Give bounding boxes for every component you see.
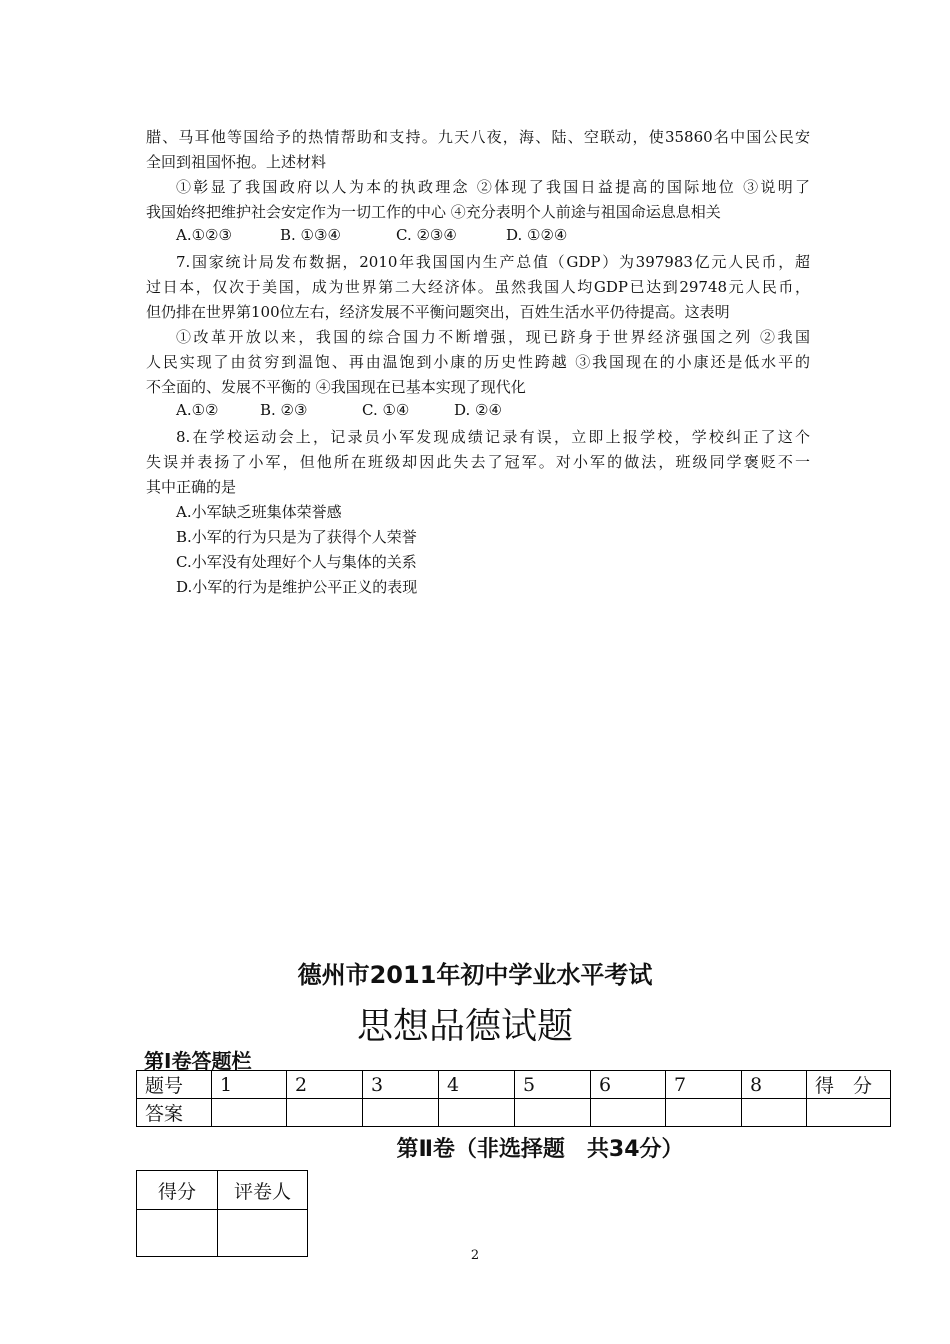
text-line: 过日本，仅次于美国，成为世界第二大经济体。虽然我国人均GDP已达到29748元人民币，: [146, 278, 810, 296]
answer-cell[interactable]: [439, 1099, 515, 1127]
exam-title: 德州市2011年初中学业水平考试: [297, 961, 653, 989]
row-label: 答案: [137, 1099, 212, 1127]
table-row: [137, 1071, 891, 1099]
option-a: A.①②③: [176, 226, 232, 244]
option-b: B. ②③: [260, 401, 308, 419]
section2-heading: 第Ⅱ卷（非选择题 共34分）: [396, 1137, 684, 1162]
answer-cell[interactable]: [742, 1099, 807, 1127]
exam-subject: 思想品德试题: [356, 1006, 573, 1047]
header-cell: 8: [742, 1071, 807, 1099]
q8-option-b: B.小军的行为只是为了获得个人荣誉: [176, 528, 417, 546]
answer-cell[interactable]: [666, 1099, 742, 1127]
answer-cell[interactable]: [515, 1099, 591, 1127]
text-line: 7.国家统计局发布数据，2010年我国国内生产总值（GDP）为397983亿元人民币，超: [176, 253, 810, 271]
text-line: [176, 176, 810, 197]
score-label: 得分: [137, 1171, 218, 1210]
table-row: [137, 1099, 891, 1127]
text-line: 失误并表扬了小军，但他所在班级却因此失去了冠军。对小军的做法，班级同学褒贬不一: [146, 453, 810, 471]
option-d: D. ①②④: [506, 226, 568, 244]
grader-label: 评卷人: [218, 1171, 308, 1210]
text-line-content: ①彰显了我国政府以人为本的执政理念 ②体现了我国日益提高的国际地位 ③说明了: [176, 178, 810, 196]
text-line: 腊、马耳他等国给予的热情帮助和支持。九天八夜，海、陆、空联动，使35860名中国公民安: [146, 128, 810, 146]
option-b: B. ①③④: [280, 226, 341, 244]
option-d: D. ②④: [454, 401, 502, 419]
option-a: A.①②: [176, 401, 219, 419]
text-line: ①改革开放以来，我国的综合国力不断增强，现已跻身于世界经济强国之列 ②我国: [176, 328, 810, 346]
score-cell[interactable]: [807, 1099, 891, 1127]
header-cell: 4: [439, 1071, 515, 1099]
header-cell: 3: [363, 1071, 439, 1099]
answer-table: [136, 1070, 891, 1127]
text-line: 不全面的、发展不平衡的 ④我国现在已基本实现了现代化: [146, 378, 526, 396]
page-number: 2: [470, 1248, 480, 1263]
answer-cell[interactable]: [591, 1099, 666, 1127]
text-line: 人民实现了由贫穷到温饱、再由温饱到小康的历史性跨越 ③我国现在的小康还是低水平的: [146, 353, 810, 371]
header-cell: 7: [666, 1071, 742, 1099]
q7-options: [176, 401, 840, 419]
text-line: 8.在学校运动会上，记录员小军发现成绩记录有误，立即上报学校，学校纠正了这个: [176, 428, 810, 446]
text-line: 我国始终把维护社会安定作为一切工作的中心 ④充分表明个人前途与祖国命运息息相关: [146, 203, 721, 221]
answer-cell[interactable]: [363, 1099, 439, 1127]
option-c: C. ①④: [362, 401, 410, 419]
text-line: 其中正确的是: [146, 478, 237, 496]
table-row: [137, 1171, 308, 1210]
q8-option-d: D.小军的行为是维护公平正义的表现: [176, 578, 418, 596]
score-table: [136, 1170, 308, 1257]
text-line: 全回到祖国怀抱。上述材料: [146, 153, 327, 171]
header-cell: 1: [212, 1071, 287, 1099]
header-cell: 得 分: [807, 1071, 891, 1099]
section1-heading: 第Ⅰ卷答题栏: [144, 1049, 252, 1073]
option-c: C. ②③④: [396, 226, 457, 244]
header-cell: 6: [591, 1071, 666, 1099]
text-line: 但仍排在世界第100位左右，经济发展不平衡问题突出，百姓生活水平仍待提高。这表明: [146, 303, 730, 321]
header-cell: 5: [515, 1071, 591, 1099]
q6-options: [176, 226, 840, 244]
q8-option-c: C.小军没有处理好个人与集体的关系: [176, 553, 417, 571]
header-cell: 题号: [137, 1071, 212, 1099]
answer-cell[interactable]: [212, 1099, 287, 1127]
header-cell: 2: [287, 1071, 363, 1099]
answer-cell[interactable]: [287, 1099, 363, 1127]
q8-option-a: A.小军缺乏班集体荣誉感: [176, 503, 342, 521]
